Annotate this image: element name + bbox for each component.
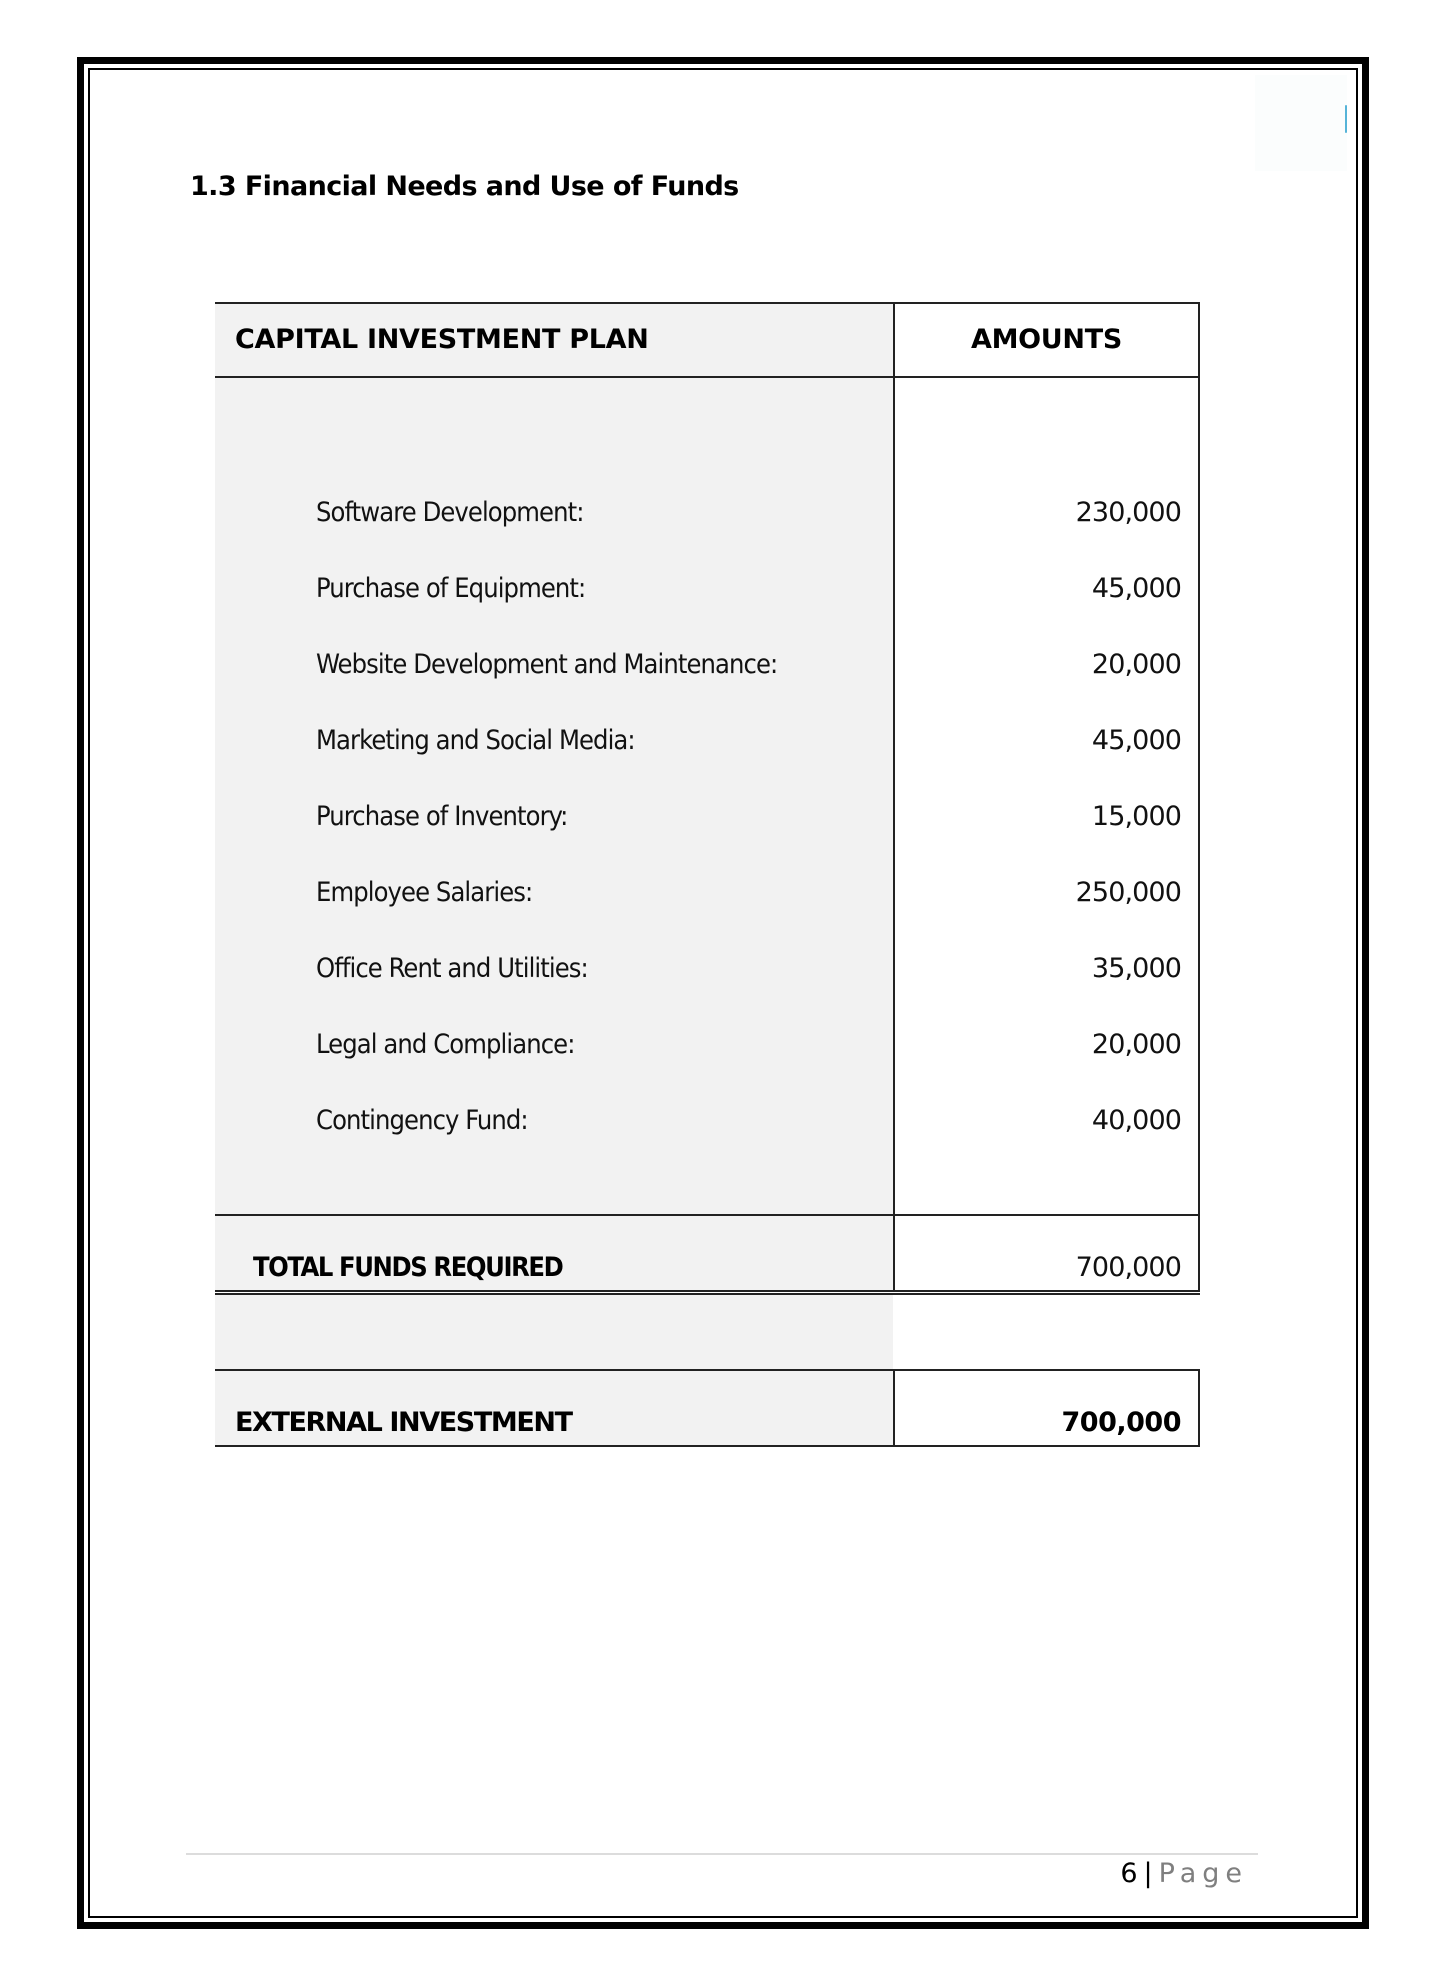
page-number: 6 xyxy=(1120,1858,1138,1889)
header-label-cell xyxy=(215,304,893,376)
spacer-label-cell xyxy=(215,1295,893,1369)
table-row xyxy=(215,877,1200,917)
logo-mark-icon xyxy=(1345,105,1347,133)
item-amount: 20,000 xyxy=(1091,649,1181,680)
item-amount: 250,000 xyxy=(1075,877,1181,908)
item-label: Software Development: xyxy=(316,497,584,528)
table-row xyxy=(215,1029,1200,1069)
item-amount: 230,000 xyxy=(1075,497,1181,528)
total-amount: 700,000 xyxy=(1075,1252,1181,1283)
item-amount: 40,000 xyxy=(1091,1105,1181,1136)
table-row xyxy=(215,649,1200,689)
item-amount: 45,000 xyxy=(1091,725,1181,756)
external-investment-row xyxy=(215,1371,1200,1447)
item-label: Website Development and Maintenance: xyxy=(316,649,778,680)
item-amount: 45,000 xyxy=(1091,573,1181,604)
total-label-cell xyxy=(215,1216,893,1290)
table-row xyxy=(215,497,1200,537)
page-word: Page xyxy=(1158,1858,1248,1889)
footer-divider xyxy=(186,1853,1258,1855)
item-label: Office Rent and Utilities: xyxy=(316,953,588,984)
spacer-row xyxy=(215,1295,1200,1371)
footer-separator: | xyxy=(1143,1858,1153,1889)
table-row xyxy=(215,801,1200,841)
table-row xyxy=(215,725,1200,765)
table-header-row xyxy=(215,302,1200,378)
total-label: TOTAL FUNDS REQUIRED xyxy=(253,1252,563,1283)
table-row xyxy=(215,573,1200,613)
external-label-cell xyxy=(215,1371,893,1445)
item-label: Employee Salaries: xyxy=(316,877,533,908)
total-amount-cell xyxy=(893,1216,1200,1290)
external-label: EXTERNAL INVESTMENT xyxy=(235,1407,572,1438)
item-amount: 20,000 xyxy=(1091,1029,1181,1060)
capital-investment-table xyxy=(215,302,1200,1447)
total-funds-row xyxy=(215,1216,1200,1295)
item-amount: 15,000 xyxy=(1091,801,1181,832)
item-label: Purchase of Equipment: xyxy=(316,573,586,604)
section-heading: 1.3 Financial Needs and Use of Funds xyxy=(190,171,739,202)
external-amount-cell xyxy=(893,1371,1200,1445)
item-label: Marketing and Social Media: xyxy=(316,725,635,756)
table-row xyxy=(215,1105,1200,1145)
table-row xyxy=(215,953,1200,993)
external-amount: 700,000 xyxy=(1061,1407,1181,1438)
item-label: Purchase of Inventory: xyxy=(316,801,568,832)
table-body xyxy=(215,378,1200,1216)
item-amount: 35,000 xyxy=(1091,953,1181,984)
page-footer xyxy=(1120,1858,1248,1889)
header-label: CAPITAL INVESTMENT PLAN xyxy=(235,324,649,355)
header-amount: AMOUNTS xyxy=(970,324,1122,355)
item-label: Contingency Fund: xyxy=(316,1105,528,1136)
header-logo xyxy=(1255,75,1347,171)
header-amount-cell xyxy=(893,304,1200,376)
spacer-amount-cell xyxy=(893,1295,1200,1369)
item-label: Legal and Compliance: xyxy=(316,1029,575,1060)
